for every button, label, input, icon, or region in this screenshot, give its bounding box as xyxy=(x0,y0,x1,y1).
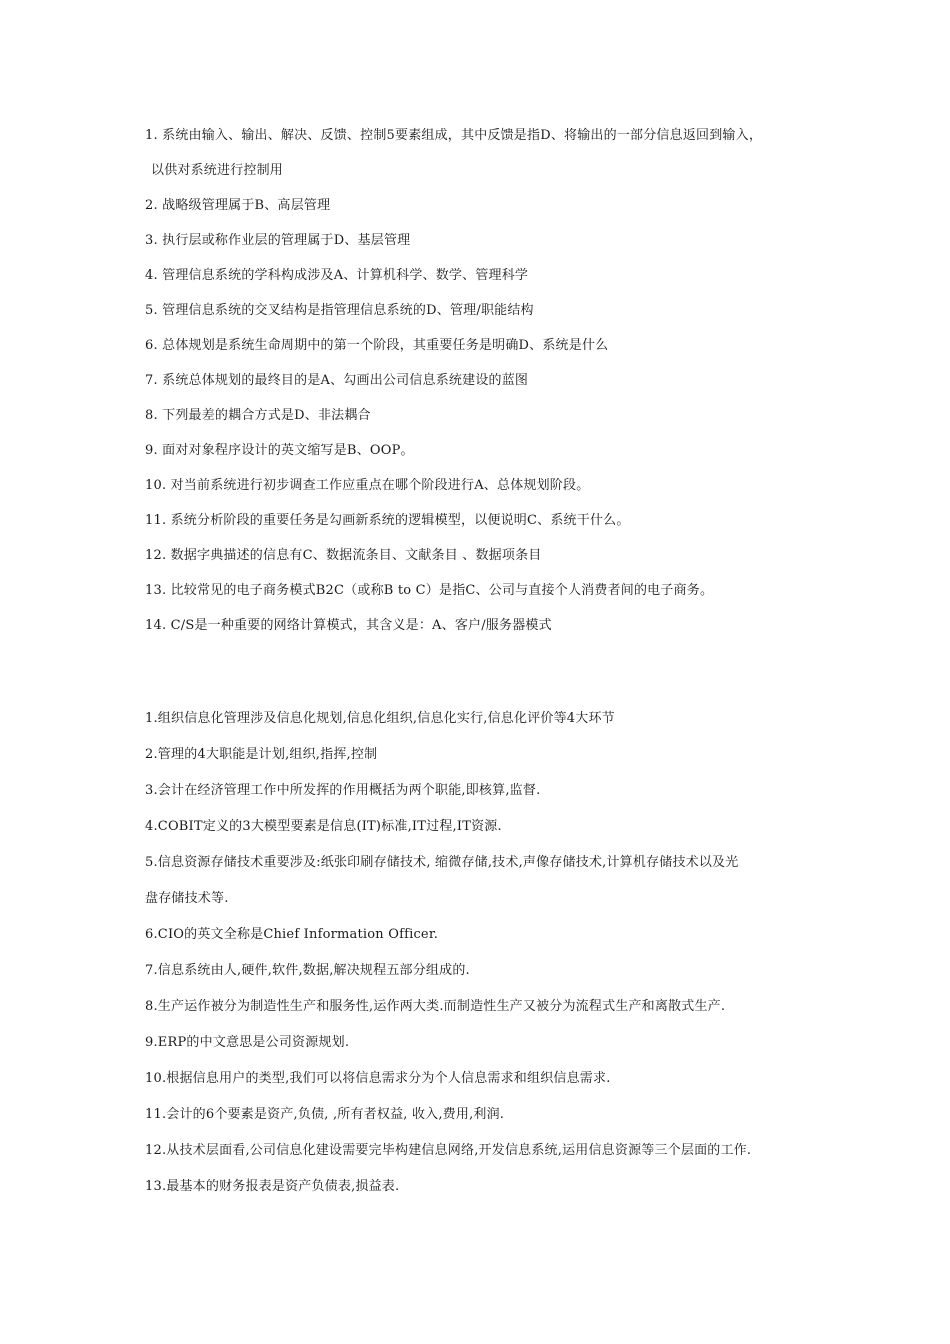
list-item: 9. 面对对象程序设计的英文缩写是B、OOP。 xyxy=(145,443,414,458)
list-item: 14. C/S是一种重要的网络计算模式，其含义是：A、客户/服务器模式 xyxy=(145,618,552,633)
list-item: 6.CIO的英文全称是Chief Information Officer. xyxy=(145,927,439,942)
list-item: 13. 比较常见的电子商务模式B2C（或称B to C）是指C、公司与直接个人消费者间的电子商务。 xyxy=(145,583,714,598)
list-item: 4.COBIT定义的3大模型要素是信息(IT)标准,IT过程,IT资源. xyxy=(145,819,502,834)
list-item: 1. 系统由输入、输出、解决、反馈、控制5要素组成，其中反馈是指D、将输出的一部分信息返回到输入， xyxy=(145,128,763,143)
list-item-continuation: 以供对系统进行控制用 xyxy=(151,163,284,178)
list-item: 9.ERP的中文意思是公司资源规划. xyxy=(145,1035,350,1050)
list-item: 2. 战略级管理属于B、高层管理 xyxy=(145,198,331,213)
list-item: 5. 管理信息系统的交叉结构是指管理信息系统的D、管理/职能结构 xyxy=(145,303,534,318)
list-item: 11.会计的6个要素是资产,负债, ,所有者权益, 收入,费用,利润. xyxy=(145,1107,505,1122)
question-list-1 xyxy=(0,124,950,649)
list-item: 3.会计在经济管理工作中所发挥的作用概括为两个职能,即核算,监督. xyxy=(145,783,541,798)
list-item: 7. 系统总体规划的最终目的是A、勾画出公司信息系统建设的蓝图 xyxy=(145,373,529,388)
list-item-continuation: 盘存储技术等. xyxy=(145,891,229,906)
list-item: 13.最基本的财务报表是资产负债表,损益表. xyxy=(145,1179,400,1194)
list-item: 8.生产运作被分为制造性生产和服务性,运作两大类.而制造性生产又被分为流程式生产和离散式生产. xyxy=(145,999,726,1014)
list-item: 5.信息资源存储技术重要涉及:纸张印刷存储技术, 缩微存储,技术,声像存储技术,计算机存储技术以及光 xyxy=(145,855,739,870)
list-item: 1.组织信息化管理涉及信息化规划,信息化组织,信息化实行,信息化评价等4大环节 xyxy=(145,711,615,726)
list-item: 12.从技术层面看,公司信息化建设需要完毕构建信息网络,开发信息系统,运用信息资源等三个层面的工作. xyxy=(145,1143,752,1158)
list-item: 10.根据信息用户的类型,我们可以将信息需求分为个人信息需求和组织信息需求. xyxy=(145,1071,611,1086)
list-item: 10. 对当前系统进行初步调查工作应重点在哪个阶段进行A、总体规划阶段。 xyxy=(145,478,590,493)
list-item: 7.信息系统由人,硬件,软件,数据,解决规程五部分组成的. xyxy=(145,963,470,978)
list-item: 2.管理的4大职能是计划,组织,指挥,控制 xyxy=(145,747,378,762)
list-item: 8. 下列最差的耦合方式是D、非法耦合 xyxy=(145,408,371,423)
list-item: 3. 执行层或称作业层的管理属于D、基层管理 xyxy=(145,233,411,248)
list-item: 11. 系统分析阶段的重要任务是勾画新系统的逻辑模型，以便说明C、系统干什么。 xyxy=(145,513,630,528)
list-item: 12. 数据字典描述的信息有C、数据流条目、文献条目 、数据项条目 xyxy=(145,548,542,563)
list-item: 4. 管理信息系统的学科构成涉及A、计算机科学、数学、管理科学 xyxy=(145,268,529,283)
question-list-2 xyxy=(0,707,950,1211)
list-item: 6. 总体规划是系统生命周期中的第一个阶段，其重要任务是明确D、系统是什么 xyxy=(145,338,609,353)
